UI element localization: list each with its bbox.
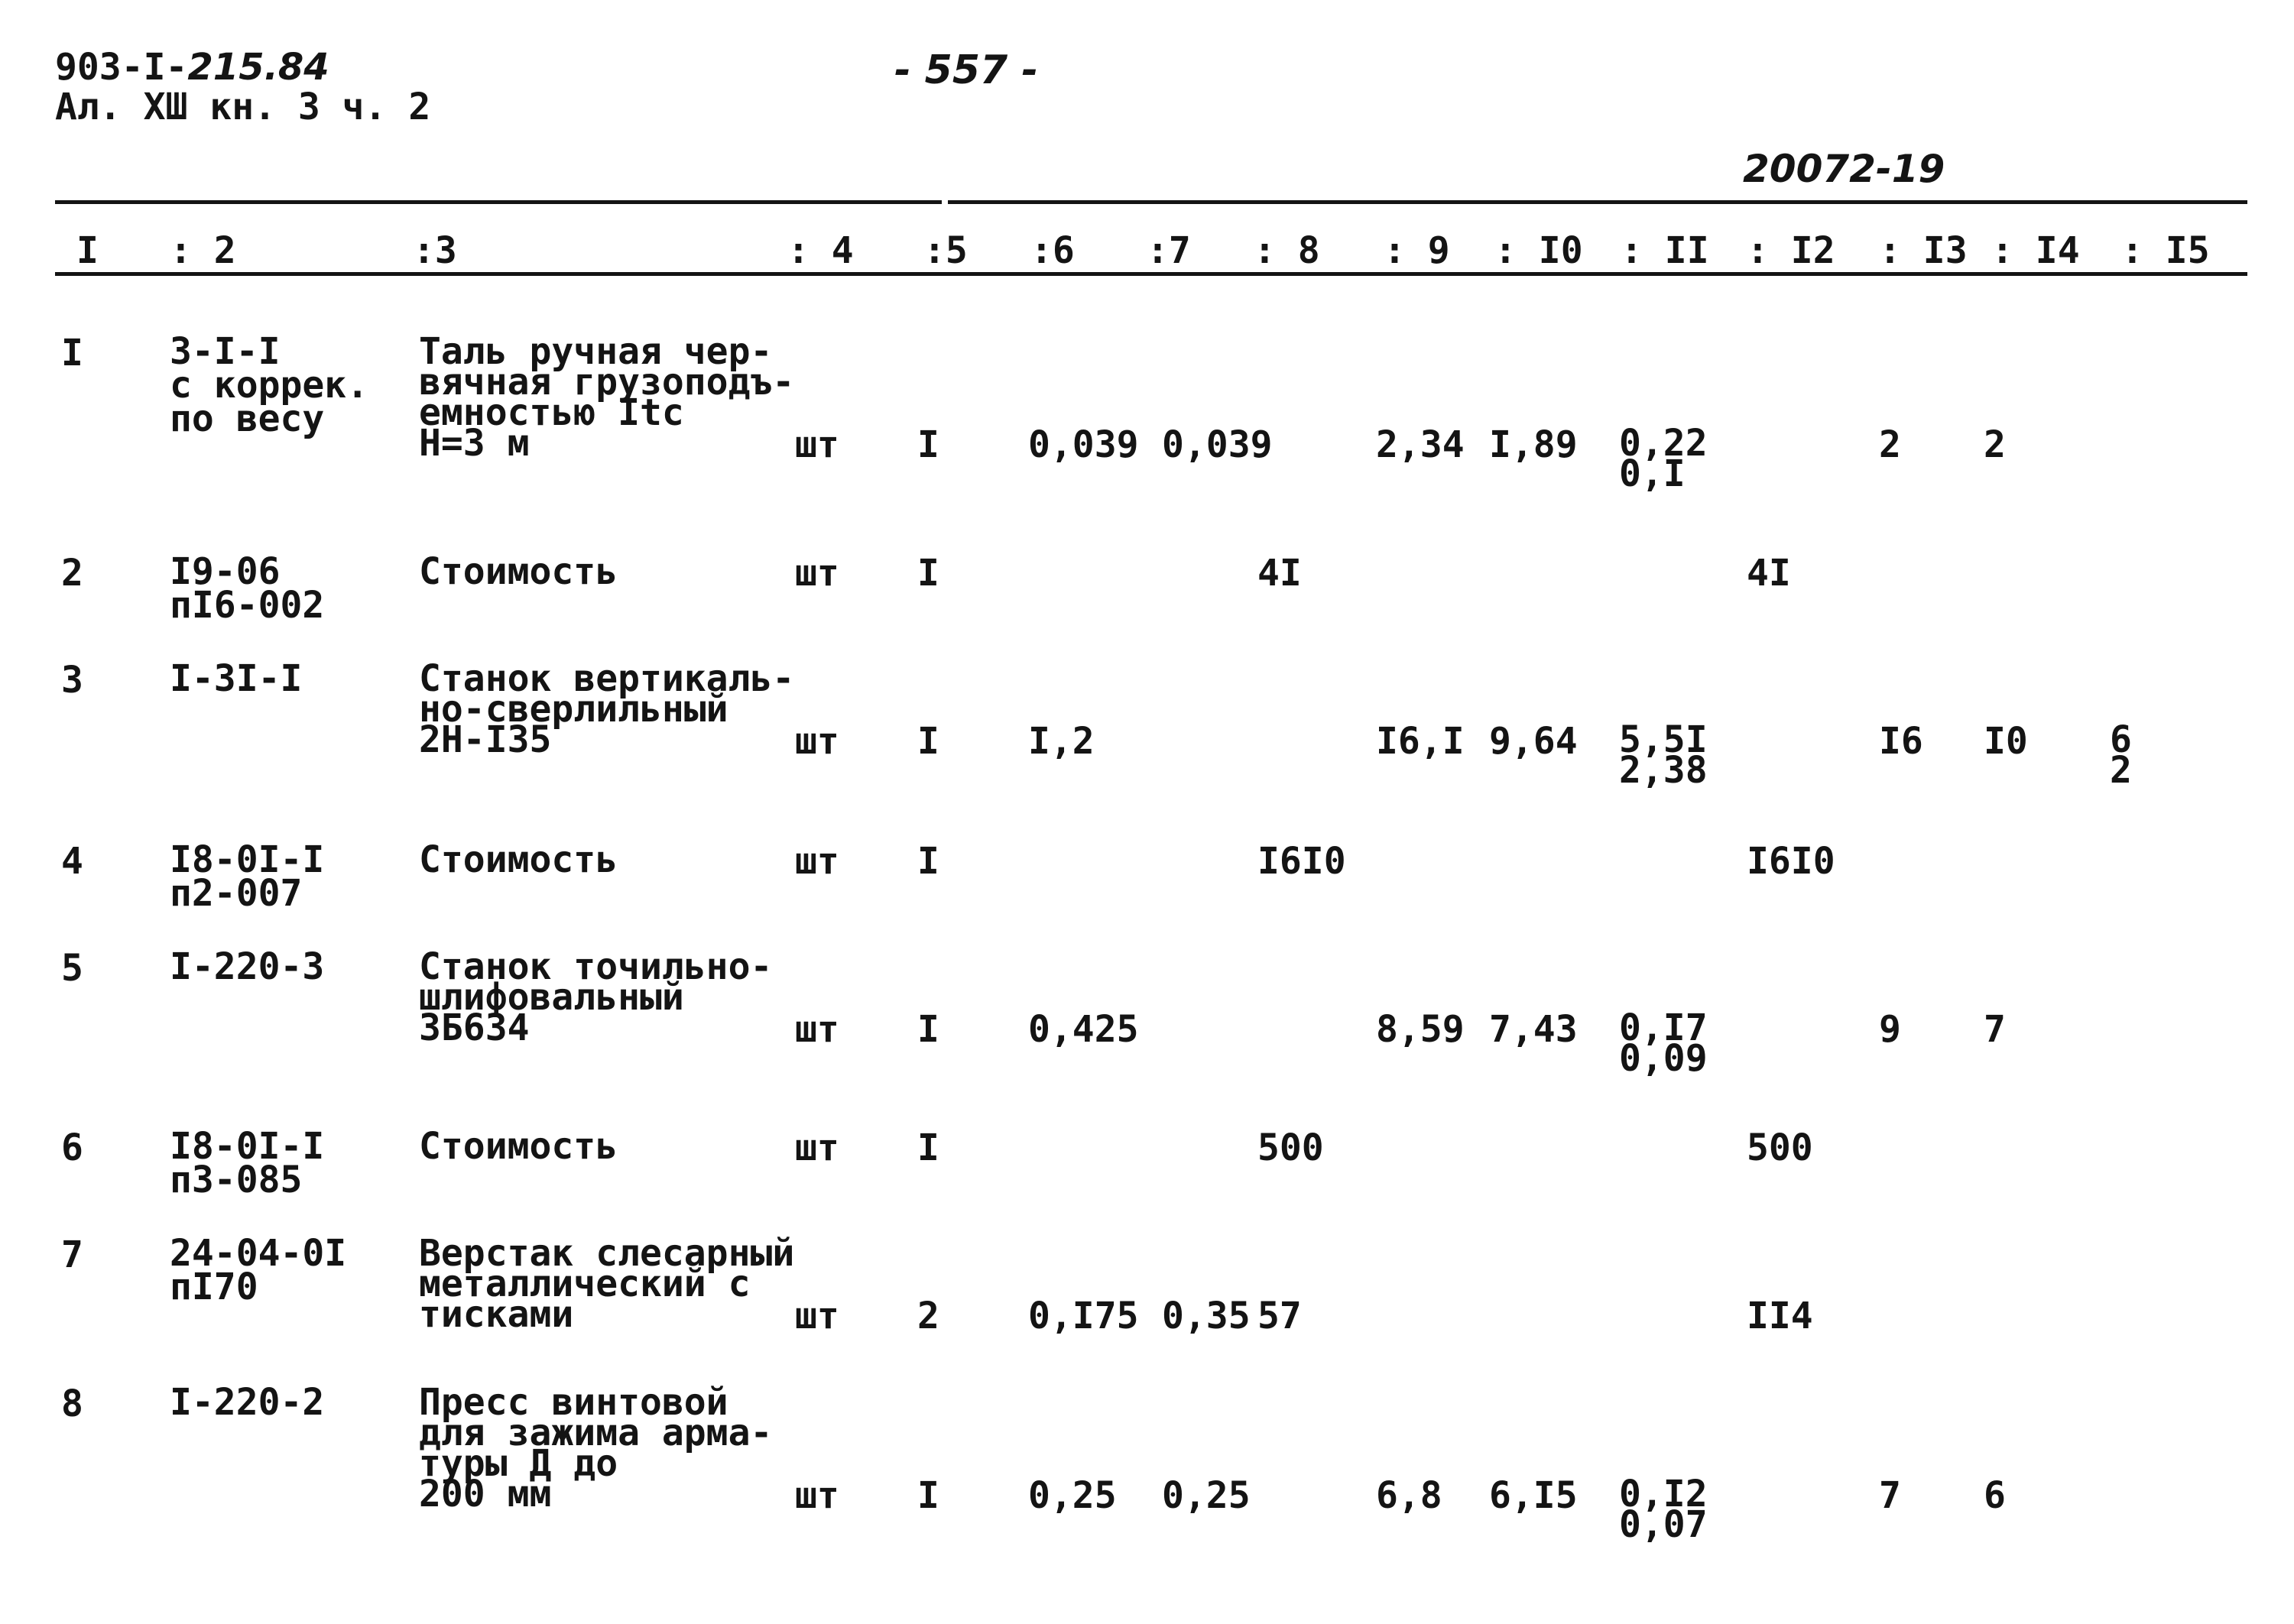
column-header-11: : II: [1621, 229, 1709, 272]
row-value-c8: I6I0: [1257, 840, 1346, 883]
row-unit: шт: [795, 552, 839, 595]
row-value-c8: 57: [1257, 1295, 1302, 1337]
document-code-handwritten: 215.84: [187, 46, 329, 89]
row-value-c9: 6,8: [1376, 1474, 1442, 1517]
row-value-c14: I0: [1984, 720, 2028, 763]
row-code: пI70: [170, 1266, 258, 1308]
column-header-underline: [55, 272, 2247, 276]
column-header-13: : I3: [1879, 229, 1968, 272]
row-number: 2: [61, 552, 83, 595]
row-quantity: I: [917, 423, 939, 466]
row-value-c7: 0,25: [1162, 1474, 1251, 1517]
row-name: Стоимость: [419, 1125, 618, 1168]
row-code: п3-085: [170, 1159, 303, 1201]
page-number: - 557 -: [894, 47, 1038, 93]
row-quantity: I: [917, 720, 939, 763]
row-name: 2H-I35: [419, 718, 552, 761]
album-line: Ал. ХШ кн. 3 ч. 2: [55, 86, 431, 128]
row-quantity: I: [917, 840, 939, 883]
top-rule-right: [948, 200, 2247, 204]
row-value-c7: 0,039: [1162, 423, 1273, 466]
row-code: I8-0I-I: [170, 838, 325, 881]
column-header-12: : I2: [1747, 229, 1835, 272]
column-header-5: :5: [923, 229, 968, 272]
row-value-c11: 0,07: [1619, 1503, 1708, 1546]
row-name: Стоимость: [419, 550, 618, 593]
row-name: Станок точильно-: [419, 945, 773, 988]
row-quantity: I: [917, 1474, 939, 1517]
row-value-c10: 6,I5: [1489, 1474, 1578, 1517]
column-header-2: : 2: [170, 229, 236, 272]
row-unit: шт: [795, 1008, 839, 1051]
row-unit: шт: [795, 840, 839, 883]
row-value-c8: 4I: [1257, 552, 1302, 595]
row-name: Станок вертикаль-: [419, 657, 795, 700]
row-value-c9: I6,I: [1376, 720, 1465, 763]
document-code: [55, 46, 329, 89]
row-code: с коррек.: [170, 364, 369, 407]
row-code: I-220-2: [170, 1381, 325, 1424]
row-name: шлифовальный: [419, 976, 684, 1019]
column-header-9: : 9: [1384, 229, 1450, 272]
row-value-c15: 6: [2110, 718, 2132, 761]
row-value-c12: I6I0: [1747, 840, 1835, 883]
row-value-c11: 0,I: [1619, 452, 1686, 495]
row-name: вячная грузоподъ-: [419, 361, 795, 404]
document-code-prefix: 903-I-: [55, 46, 188, 89]
row-name: туры Д до: [419, 1442, 618, 1485]
sheet-code: 20072-19: [1743, 147, 1945, 191]
row-value-c13: 9: [1879, 1008, 1901, 1051]
column-header-1: I: [76, 229, 99, 272]
row-value-c6: 0,425: [1028, 1008, 1139, 1051]
row-value-c7: 0,35: [1162, 1295, 1251, 1337]
row-value-c12: II4: [1747, 1295, 1813, 1337]
column-header-7: :7: [1147, 229, 1191, 272]
row-value-c13: I6: [1879, 720, 1923, 763]
row-number: 8: [61, 1383, 83, 1425]
row-code: I8-0I-I: [170, 1125, 325, 1168]
row-number: 3: [61, 659, 83, 702]
row-quantity: 2: [917, 1295, 939, 1337]
column-header-6: :6: [1030, 229, 1075, 272]
row-name: 3Б634: [419, 1006, 530, 1049]
row-value-c6: 0,25: [1028, 1474, 1117, 1517]
row-value-c12: 500: [1747, 1126, 1813, 1169]
top-rule-left: [55, 200, 942, 204]
row-value-c15: 2: [2110, 749, 2132, 792]
row-value-c11: 2,38: [1619, 749, 1708, 792]
row-name: 200 мм: [419, 1473, 552, 1515]
row-value-c10: 7,43: [1489, 1008, 1578, 1051]
row-value-c14: 2: [1984, 423, 2006, 466]
row-value-c9: 8,59: [1376, 1008, 1465, 1051]
row-code: I-3I-I: [170, 657, 303, 700]
row-value-c11: 0,I7: [1619, 1006, 1708, 1049]
row-code: по весу: [170, 397, 325, 440]
column-header-8: : 8: [1254, 229, 1320, 272]
row-code: I-220-3: [170, 945, 325, 988]
row-name: Пресс винтовой: [419, 1381, 728, 1424]
row-number: I: [61, 332, 83, 374]
column-header-15: : I5: [2121, 229, 2210, 272]
row-value-c10: 9,64: [1489, 720, 1578, 763]
row-quantity: I: [917, 1008, 939, 1051]
row-quantity: I: [917, 1126, 939, 1169]
row-unit: шт: [795, 1474, 839, 1517]
row-value-c6: 0,I75: [1028, 1295, 1139, 1337]
row-unit: шт: [795, 423, 839, 466]
row-number: 5: [61, 947, 83, 990]
column-header-10: : I0: [1494, 229, 1583, 272]
row-quantity: I: [917, 552, 939, 595]
row-value-c9: 2,34: [1376, 423, 1465, 466]
row-value-c11: 0,I2: [1619, 1473, 1708, 1515]
row-name: Стоимость: [419, 838, 618, 881]
row-value-c13: 7: [1879, 1474, 1901, 1517]
row-value-c14: 6: [1984, 1474, 2006, 1517]
row-name: тисками: [419, 1293, 574, 1336]
row-code: пI6-002: [170, 584, 325, 627]
row-code: п2-007: [170, 872, 303, 915]
row-name: H=3 м: [419, 422, 530, 465]
row-value-c8: 500: [1257, 1126, 1324, 1169]
row-value-c10: I,89: [1489, 423, 1578, 466]
row-name: емностью Itc: [419, 391, 684, 434]
row-value-c14: 7: [1984, 1008, 2006, 1051]
row-value-c12: 4I: [1747, 552, 1791, 595]
row-number: 4: [61, 840, 83, 883]
row-value-c6: 0,039: [1028, 423, 1139, 466]
row-name: Таль ручная чер-: [419, 330, 773, 373]
row-code: 3-I-I: [170, 330, 281, 373]
row-code: I9-06: [170, 550, 281, 593]
row-unit: шт: [795, 720, 839, 763]
row-value-c11: 0,09: [1619, 1037, 1708, 1080]
row-number: 6: [61, 1126, 83, 1169]
row-code: 24-04-0I: [170, 1232, 347, 1275]
row-value-c13: 2: [1879, 423, 1901, 466]
row-name: для зажима арма-: [419, 1412, 773, 1454]
row-unit: шт: [795, 1126, 839, 1169]
row-value-c6: I,2: [1028, 720, 1095, 763]
column-header-4: : 4: [787, 229, 854, 272]
column-header-14: : I4: [1991, 229, 2080, 272]
row-number: 7: [61, 1233, 83, 1276]
row-name: но-сверлильный: [419, 688, 728, 731]
column-header-3: :3: [413, 229, 457, 272]
row-value-c11: 0,22: [1619, 422, 1708, 465]
row-name: металлический с: [419, 1263, 751, 1305]
row-unit: шт: [795, 1295, 839, 1337]
row-name: Верстак слесарный: [419, 1232, 795, 1275]
row-value-c11: 5,5I: [1619, 718, 1708, 761]
